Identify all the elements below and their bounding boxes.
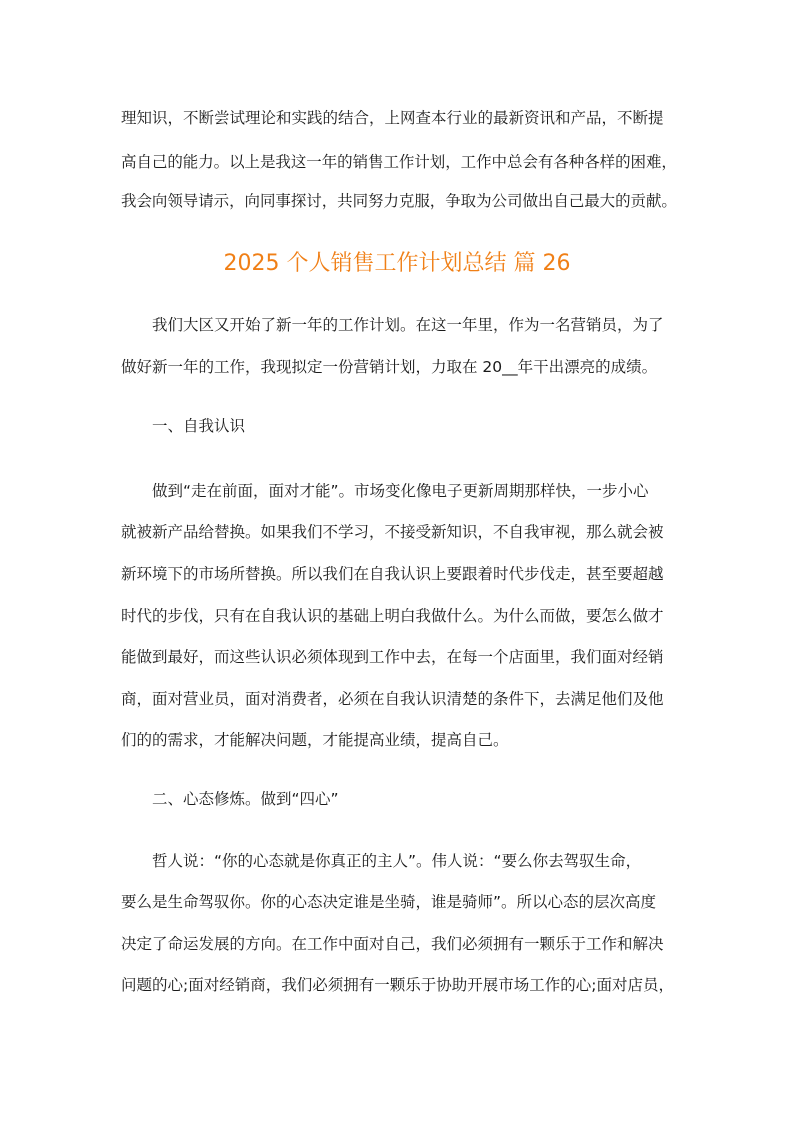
paragraph-line: 能做到最好，而这些认识必须体现到工作中去，在每一个店面里，我们面对经销 <box>121 648 664 666</box>
paragraph-line: 就被新产品给替换。如果我们不学习，不接受新知识，不自我审视，那么就会被 <box>121 523 664 541</box>
intro-line: 高自己的能力。以上是我这一年的销售工作计划，工作中总会有各种各样的困难， <box>121 153 677 171</box>
section-title: 2025 个人销售工作计划总结 篇 26 <box>223 251 571 276</box>
paragraph-line: 要么是生命驾驭你。你的心态决定谁是坐骑，谁是骑师”。所以心态的层次高度 <box>121 893 657 911</box>
intro-line: 我会向领导请示，向同事探讨，共同努力克服，争取为公司做出自己最大的贡献。 <box>121 192 677 210</box>
paragraph-line: 做好新一年的工作，我现拟定一份营销计划，力取在 20__年干出漂亮的成绩。 <box>121 358 658 376</box>
subheading: 一、自我认识 <box>152 417 246 435</box>
paragraph-line: 我们大区又开始了新一年的工作计划。在这一年里，作为一名营销员，为了 <box>152 316 664 334</box>
paragraph-line: 时代的步伐，只有在自我认识的基础上明白我做什么。为什么而做，要怎么做才 <box>121 607 664 625</box>
paragraph-line: 决定了命运发展的方向。在工作中面对自己，我们必须拥有一颗乐于工作和解决 <box>121 935 664 953</box>
paragraph-line: 做到“走在前面，面对才能”。市场变化像电子更新周期那样快，一步小心 <box>152 482 649 500</box>
paragraph-line: 问题的心;面对经销商，我们必须拥有一颗乐于协助开展市场工作的心;面对店员， <box>121 976 674 994</box>
paragraph-line: 新环境下的市场所替换。所以我们在自我认识上要跟着时代步伐走，甚至要超越 <box>121 565 664 583</box>
subheading: 二、心态修炼。做到“四心” <box>152 790 339 808</box>
paragraph-line: 商，面对营业员，面对消费者，必须在自我认识清楚的条件下，去满足他们及他 <box>121 690 664 708</box>
paragraph-line: 们的的需求，才能解决问题，才能提高业绩，提高自己。 <box>121 731 509 749</box>
paragraph-line: 哲人说：“你的心态就是你真正的主人”。伟人说：“要么你去驾驭生命， <box>152 852 642 870</box>
intro-line: 理知识，不断尝试理论和实践的结合，上网查本行业的最新资讯和产品，不断提 <box>121 109 664 127</box>
